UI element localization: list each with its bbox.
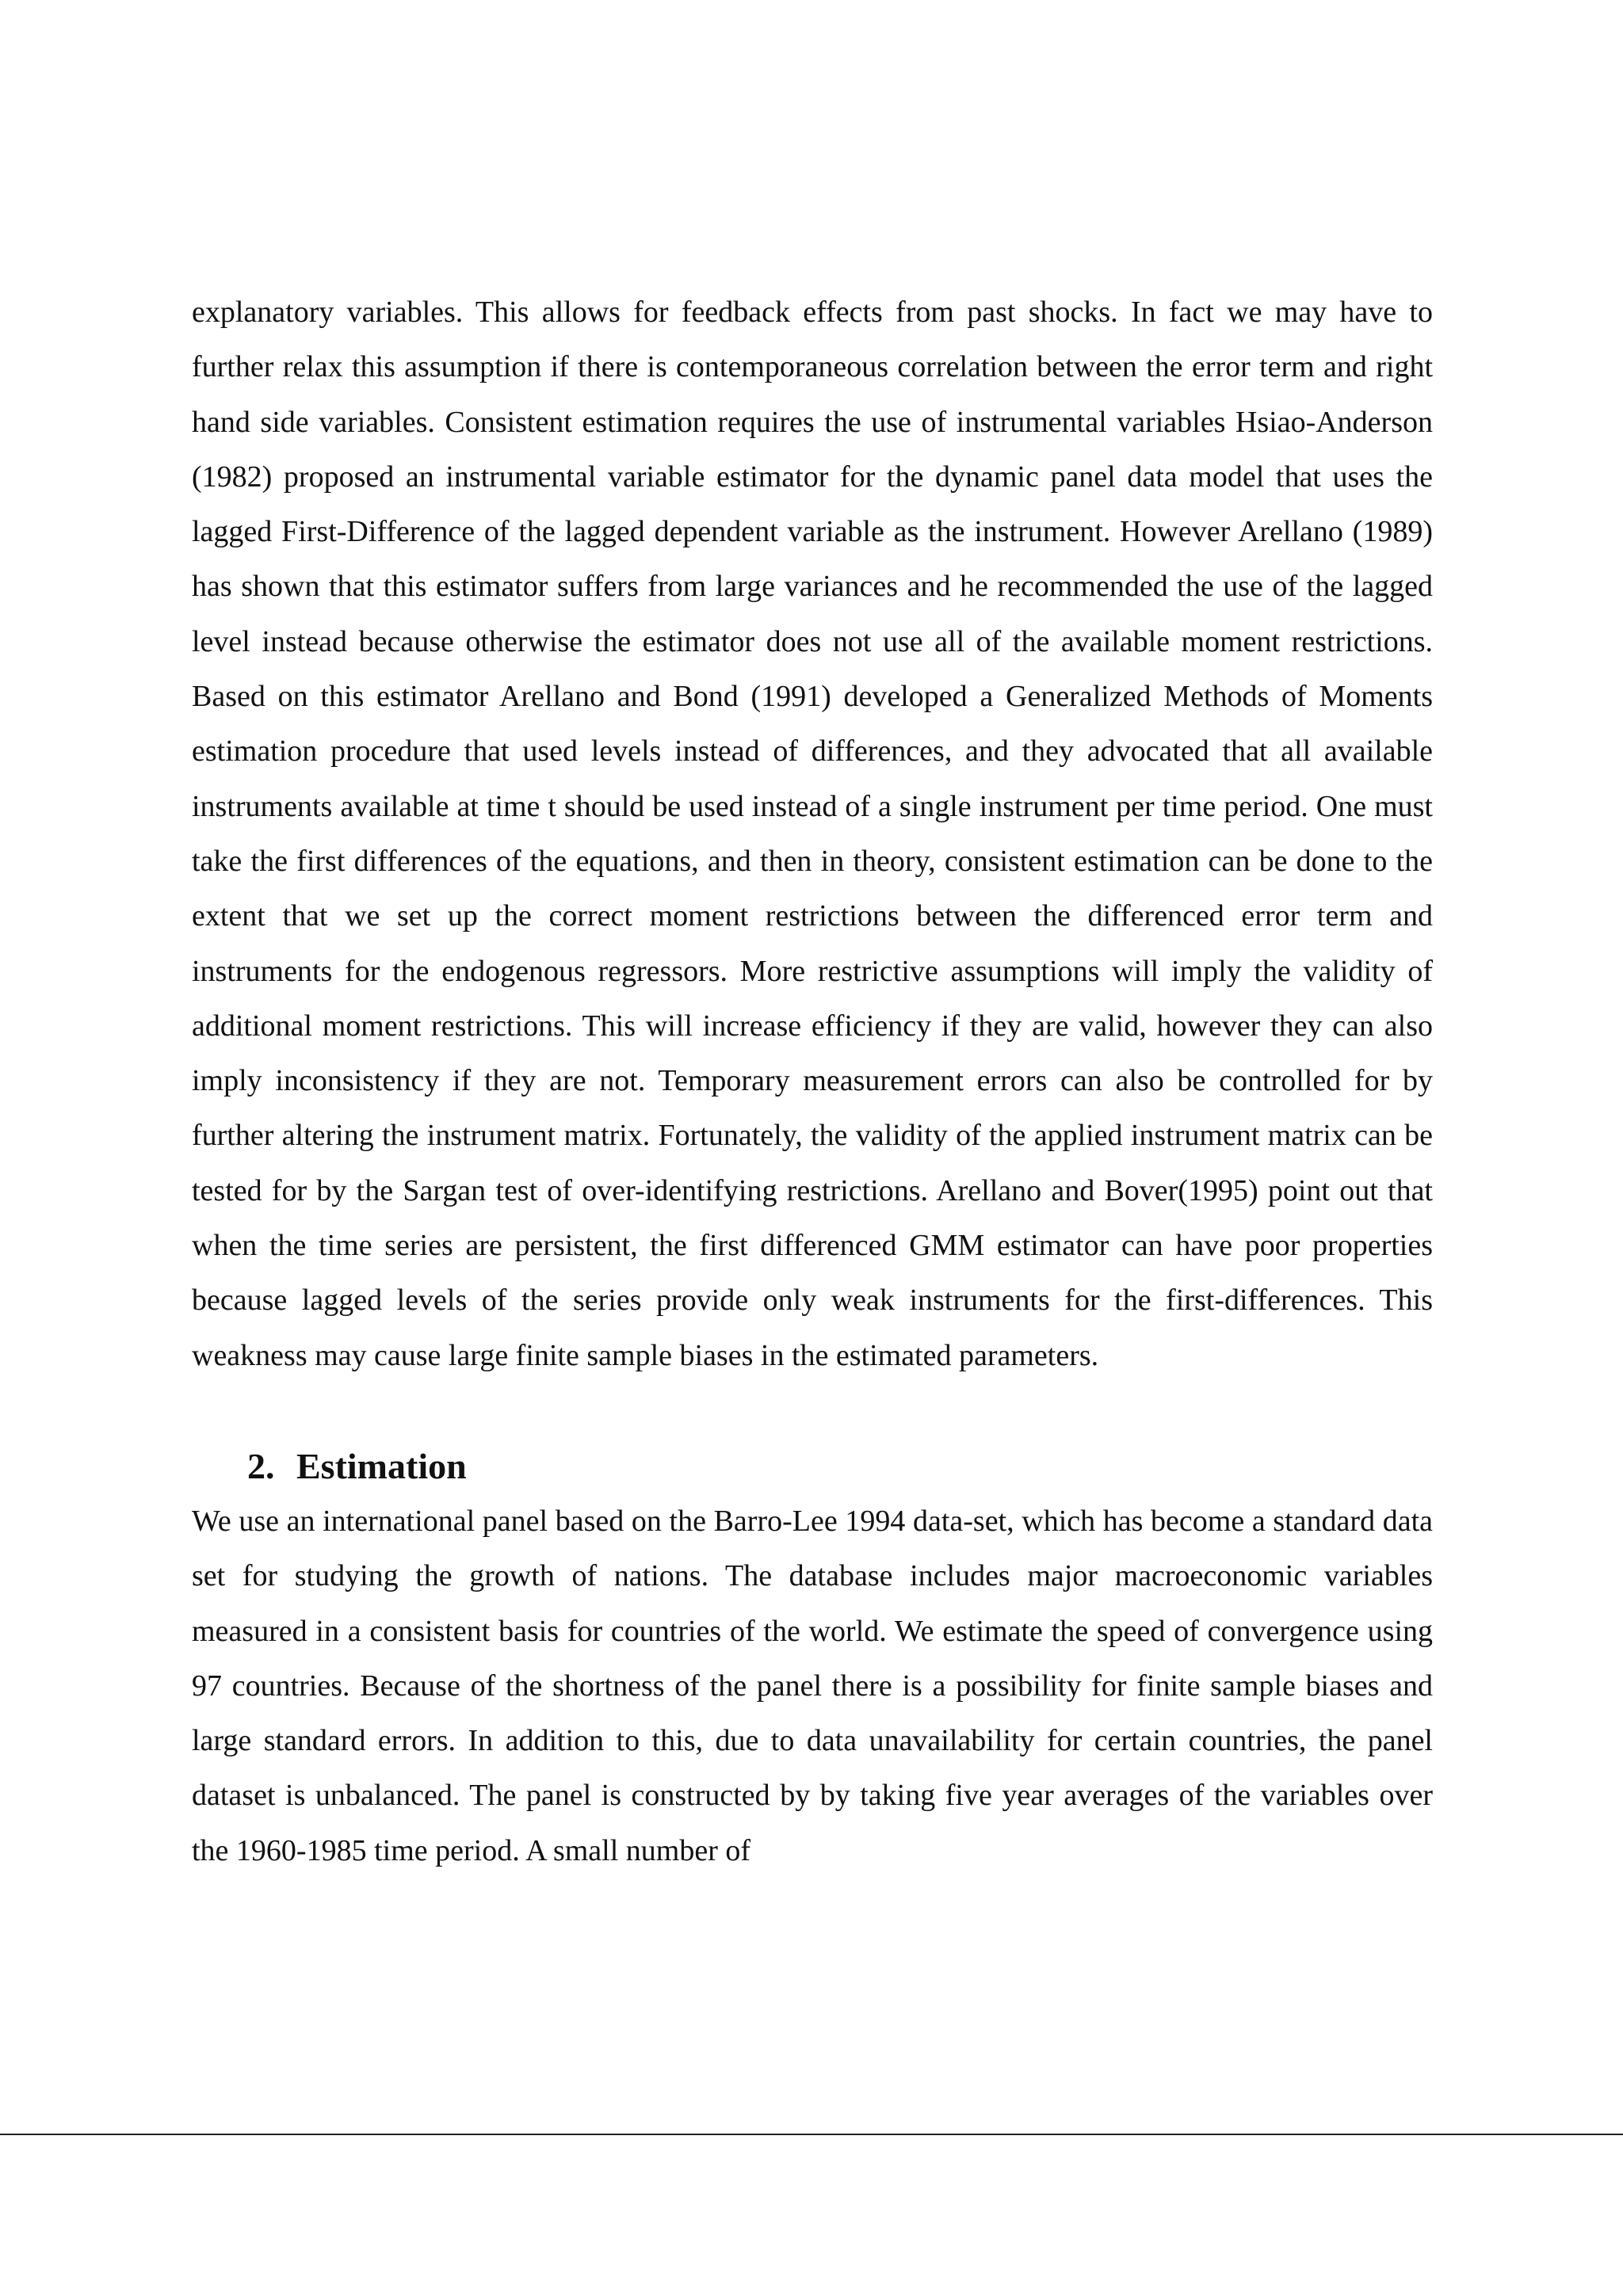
section-heading — [247, 1439, 1433, 1494]
section-number: 2. — [247, 1445, 275, 1486]
paragraph-estimation: We use an international panel based on the Barro-Lee 1994 data-set, which has become a standard data set for studying the growth of nations. The database includes major macroeconomic variables measured in a consistent basis for countries of the world. We estimate the speed of convergence using 97 countries. Because of the shortness of the panel there is a possibility for finite sample biases and large standard errors. In addition to this, due to data unavailability for certain countries, the panel dataset is unbalanced. The panel is constructed by by taking five year averages of the variables over the 1960-1985 time period. A small number of — [192, 1504, 1433, 1867]
section-title: Estimation — [296, 1445, 467, 1486]
page-body — [192, 285, 1433, 1878]
footer-divider — [0, 2134, 1623, 2135]
paragraph-instrumental-variables: explanatory variables. This allows for feedback effects from past shocks. In fact we may have to further relax this assumption if there is contemporaneous correlation between the error term and right hand side variables. Consistent estimation requires the use of instrumental variables Hsiao-Anderson (1982) proposed an instrumental variable estimator for the dynamic panel data model that uses the lagged First-Difference of the lagged dependent variable as the instrument. However Arellano (1989) has shown that this estimator suffers from large variances and he recommended the use of the lagged level instead because otherwise the estimator does not use all of the available moment restrictions. Based on this estimator Arellano and Bond (1991) developed a Generalized Methods of Moments estimation procedure that used levels instead of differences, and they advocated that all available instruments available at time t should be used instead of a single instrument per time period. One must take the first differences of the equations, and then in theory, consistent estimation can be done to the extent that we set up the correct moment restrictions between the differenced error term and instruments for the endogenous regressors. More restrictive assumptions will imply the validity of additional moment restrictions. This will increase efficiency if they are valid, however they can also imply inconsistency if they are not. Temporary measurement errors can also be controlled for by further altering the instrument matrix. Fortunately, the validity of the applied instrument matrix can be tested for by the Sargan test of over-identifying restrictions. Arellano and Bover(1995) point out that when the time series are persistent, the first differenced GMM estimator can have poor properties because lagged levels of the series provide only weak instruments for the first-differences. This weakness may cause large finite sample biases in the estimated parameters. — [192, 296, 1433, 1372]
